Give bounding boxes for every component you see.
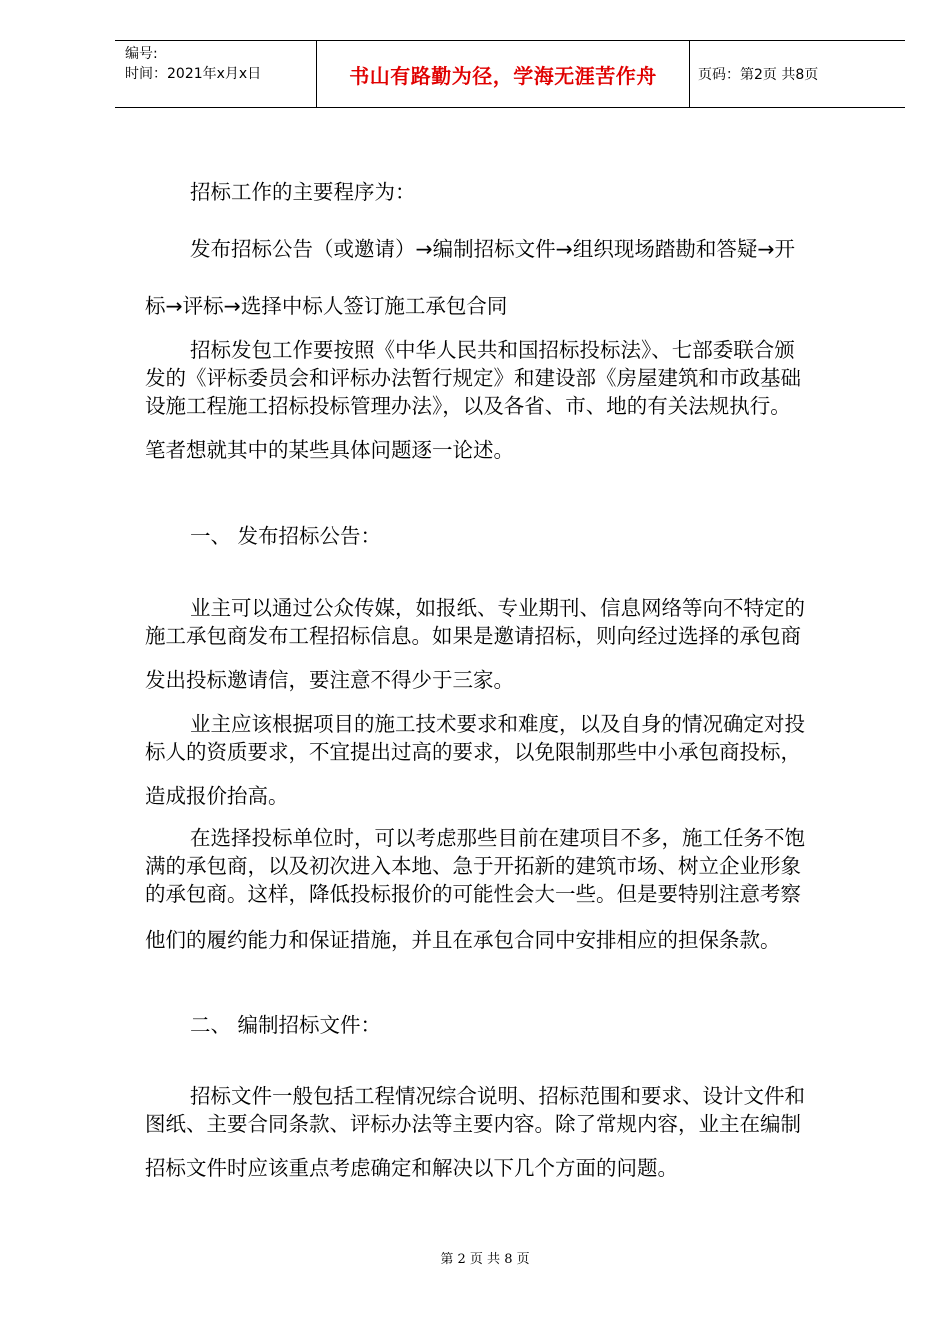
header-motto: 书山有路勤为径，学海无涯苦作舟 <box>316 41 690 107</box>
paragraph-line: 设施工程施工招标投标管理办法》，以及各省、市、地的有关法规执行。 <box>145 394 791 418</box>
document-number-label: 编号: <box>125 46 158 62</box>
paragraph-line: 发布招标公告（或邀请）→编制招标文件→组织现场踏勘和答疑→开 <box>190 237 796 261</box>
paragraph-line: 满的承包商，以及初次进入本地、急于开拓新的建筑市场、树立企业形象 <box>145 854 801 878</box>
page-footer: 第 2 页 共 8 页 <box>440 1252 530 1267</box>
header-page-info: 页码：第2页 共8页 <box>698 67 819 83</box>
paragraph-line: 标人的资质要求，不宜提出过高的要求，以免限制那些中小承包商投标， <box>145 740 801 764</box>
paragraph-line: 招标工作的主要程序为： <box>190 180 416 204</box>
document-date-label: 时间：2021年x月x日 <box>125 66 262 82</box>
paragraph-line: 在选择投标单位时，可以考虑那些目前在建项目不多，施工任务不饱 <box>190 826 805 850</box>
paragraph-line: 招标文件时应该重点考虑确定和解决以下几个方面的问题。 <box>145 1156 678 1180</box>
paragraph-line: 造成报价抬高。 <box>145 784 289 808</box>
paragraph-line: 业主可以通过公众传媒，如报纸、专业期刊、信息网络等向不特定的 <box>190 596 805 620</box>
paragraph-line: 发出投标邀请信，要注意不得少于三家。 <box>145 668 514 692</box>
paragraph-line: 发的《评标委员会和评标办法暂行规定》和建设部《房屋建筑和市政基础 <box>145 366 801 390</box>
section-heading: 二、 编制招标文件： <box>190 1013 382 1037</box>
section-heading: 一、 发布招标公告： <box>190 524 382 548</box>
paragraph-line: 笔者想就其中的某些具体问题逐一论述。 <box>145 438 514 462</box>
paragraph-line: 招标发包工作要按照《中华人民共和国招标投标法》、七部委联合颁 <box>190 338 795 362</box>
paragraph-line: 的承包商。这样，降低投标报价的可能性会大一些。但是要特别注意考察 <box>145 882 801 906</box>
paragraph-line: 施工承包商发布工程招标信息。如果是邀请招标，则向经过选择的承包商 <box>145 624 801 648</box>
paragraph-line: 招标文件一般包括工程情况综合说明、招标范围和要求、设计文件和 <box>190 1084 805 1108</box>
paragraph-line: 他们的履约能力和保证措施，并且在承包合同中安排相应的担保条款。 <box>145 928 781 952</box>
paragraph-line: 标→评标→选择中标人签订施工承包合同 <box>145 294 508 318</box>
paragraph-line: 业主应该根据项目的施工技术要求和难度，以及自身的情况确定对投 <box>190 712 805 736</box>
paragraph-line: 图纸、主要合同条款、评标办法等主要内容。除了常规内容，业主在编制 <box>145 1112 801 1136</box>
